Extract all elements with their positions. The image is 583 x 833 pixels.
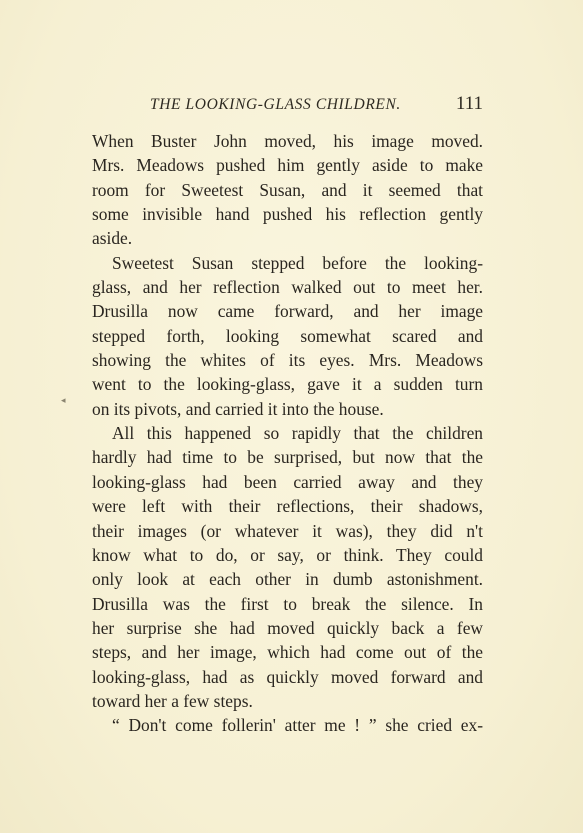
text-line: Drusilla was the first to break the silence. In xyxy=(92,593,483,614)
text-line: “ Don't come follerin' atter me ! ” she cried ex- xyxy=(112,715,483,736)
text-line: Mrs. Meadows pushed him gently aside to make xyxy=(92,155,483,176)
text-line: her surprise she had moved quickly back a few xyxy=(92,617,483,638)
page-header xyxy=(150,93,483,120)
text-line: stepped forth, looking somewhat scared and xyxy=(92,325,483,346)
text-line: their images (or whatever it was), they did n't xyxy=(92,520,483,541)
text-line: showing the whites of its eyes. Mrs. Meadows xyxy=(92,350,483,371)
text-line: some invisible hand pushed his reflection gently xyxy=(92,204,483,225)
text-line: room for Sweetest Susan, and it seemed that xyxy=(92,179,483,200)
margin-mark: ◂ xyxy=(61,395,66,405)
body-text xyxy=(92,129,483,738)
text-line: Drusilla now came forward, and her image xyxy=(92,301,483,322)
text-line: were left with their reflections, their shadows, xyxy=(92,496,483,517)
text-line: steps, and her image, which had come out of the xyxy=(92,642,483,663)
text-line: hardly had time to be surprised, but now that the xyxy=(92,447,483,468)
text-line: on its pivots, and carried it into the house. xyxy=(92,398,384,419)
text-line: glass, and her reflection walked out to meet her. xyxy=(92,277,483,298)
page-number: 111 xyxy=(455,93,483,114)
text-line: looking-glass, had as quickly moved forward and xyxy=(92,666,483,687)
text-line: know what to do, or say, or think. They could xyxy=(92,544,483,565)
text-line: went to the looking-glass, gave it a sudden turn xyxy=(92,374,483,395)
text-line: only look at each other in dumb astonishment. xyxy=(92,569,483,590)
text-line: Sweetest Susan stepped before the looking- xyxy=(112,252,483,273)
text-line: toward her a few steps. xyxy=(92,690,253,711)
text-line: aside. xyxy=(92,228,133,249)
running-head: THE LOOKING-GLASS CHILDREN. xyxy=(150,96,401,113)
text-line: When Buster John moved, his image moved. xyxy=(92,131,483,151)
text-line: looking-glass had been carried away and they xyxy=(92,471,483,492)
text-line: All this happened so rapidly that the children xyxy=(112,423,483,444)
